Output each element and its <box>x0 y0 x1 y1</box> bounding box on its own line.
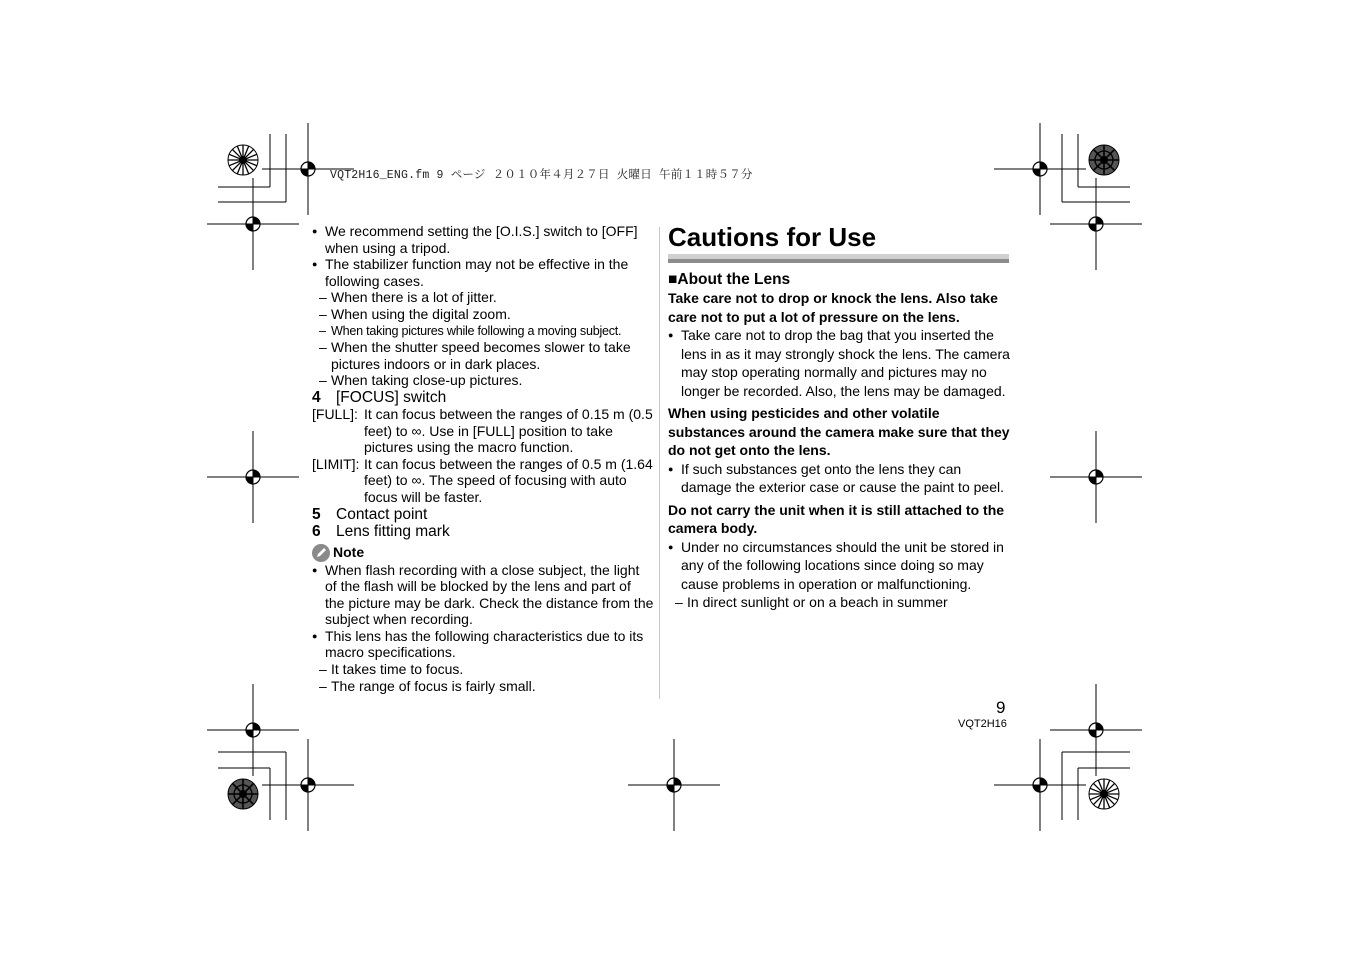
item-contact-point <box>312 506 654 523</box>
page-number: 9 <box>996 698 1006 717</box>
item-number: 6 <box>312 522 321 540</box>
item-label: Lens fitting mark <box>336 522 450 540</box>
focus-definitions <box>312 406 654 506</box>
item-number: 4 <box>312 388 321 406</box>
bullet-ois-tripod: ● We recommend setting the [O.I.S.] switch to [OFF] when using a tripod. <box>312 223 654 256</box>
dash-direct-sunlight: – In direct sunlight or on a beach in summer <box>668 593 1012 612</box>
note-dash-time: – It takes time to focus. <box>312 661 654 678</box>
dash-jitter: – When there is a lot of jitter. <box>312 289 654 306</box>
page-title: Cautions for Use <box>668 222 877 252</box>
bullet-storage: ● Under no circumstances should the unit be stored in any of the following locations since doing so may cause problems in operation or malfunctioning. <box>668 538 1012 594</box>
item-label: [FOCUS] switch <box>336 388 447 406</box>
dash-close-up: – When taking close-up pictures. <box>312 372 654 389</box>
focus-desc-limit: It can focus between the ranges of 0.5 m (1.64 feet) to ∞. The speed of focusing with auto focus will be faster. <box>364 455 653 505</box>
note-dash-range: – The range of focus is fairly small. <box>312 678 654 695</box>
item-label: Contact point <box>336 505 428 523</box>
item-lens-fitting-mark <box>312 523 654 540</box>
bullet-substances: ● If such substances get onto the lens they can damage the exterior case or cause the paint to peel. <box>668 460 1012 497</box>
file-info-header: VQT2H16_ENG.fm 9 ページ ２０１０年４月２７日 火曜日 午前１１時５７分 <box>330 169 753 182</box>
note-label: Note <box>333 544 365 561</box>
note-bullet-flash: ● When flash recording with a close subject, the light of the flash will be blocked by the lens and part of the picture may be dark. Check the distance from the subject when recording. <box>312 562 654 628</box>
focus-desc-full: It can focus between the ranges of 0.15 m (0.5 feet) to ∞. Use in [FULL] position to take pictures using the macro function. <box>364 405 653 456</box>
dash-digital-zoom: – When using the digital zoom. <box>312 306 654 323</box>
title-underline-bar <box>668 254 1009 263</box>
item-focus-switch <box>312 389 654 406</box>
focus-term-limit: [LIMIT]: <box>312 455 360 472</box>
section-heading <box>668 271 1012 289</box>
pencil-note-icon <box>312 544 330 562</box>
section-square-icon: ■ <box>668 271 678 288</box>
dash-shutter-speed: – When the shutter speed becomes slower to take pictures indoors or in dark places. <box>312 339 654 372</box>
note-heading <box>312 544 654 562</box>
dash-moving-subject: – When taking pictures while following a moving subject. <box>312 323 654 340</box>
column-divider <box>659 227 660 699</box>
item-number: 5 <box>312 505 321 523</box>
caution-pesticides: When using pesticides and other volatile substances around the camera make sure that they do not get onto the lens. <box>668 405 1010 458</box>
bullet-bag-shock: ● Take care not to drop the bag that you inserted the lens in as it may strongly shock the lens. The camera may stop operating normally and pictures may no longer be recorded. Also, the lens may be damaged. <box>668 326 1012 400</box>
model-code: VQT2H16 <box>958 718 1007 730</box>
caution-drop-knock: Take care not to drop or knock the lens. Also take care not to put a lot of pressure on the lens. <box>668 290 998 325</box>
section-title: About the Lens <box>677 271 791 288</box>
focus-term-full: [FULL]: <box>312 405 358 422</box>
caution-carry-unit: Do not carry the unit when it is still attached to the camera body. <box>668 501 1005 536</box>
right-column <box>668 222 1012 612</box>
left-column <box>312 223 654 694</box>
note-bullet-macro: ● This lens has the following characteristics due to its macro specifications. <box>312 628 654 661</box>
bullet-stabilizer: ● The stabilizer function may not be effective in the following cases. <box>312 256 654 289</box>
